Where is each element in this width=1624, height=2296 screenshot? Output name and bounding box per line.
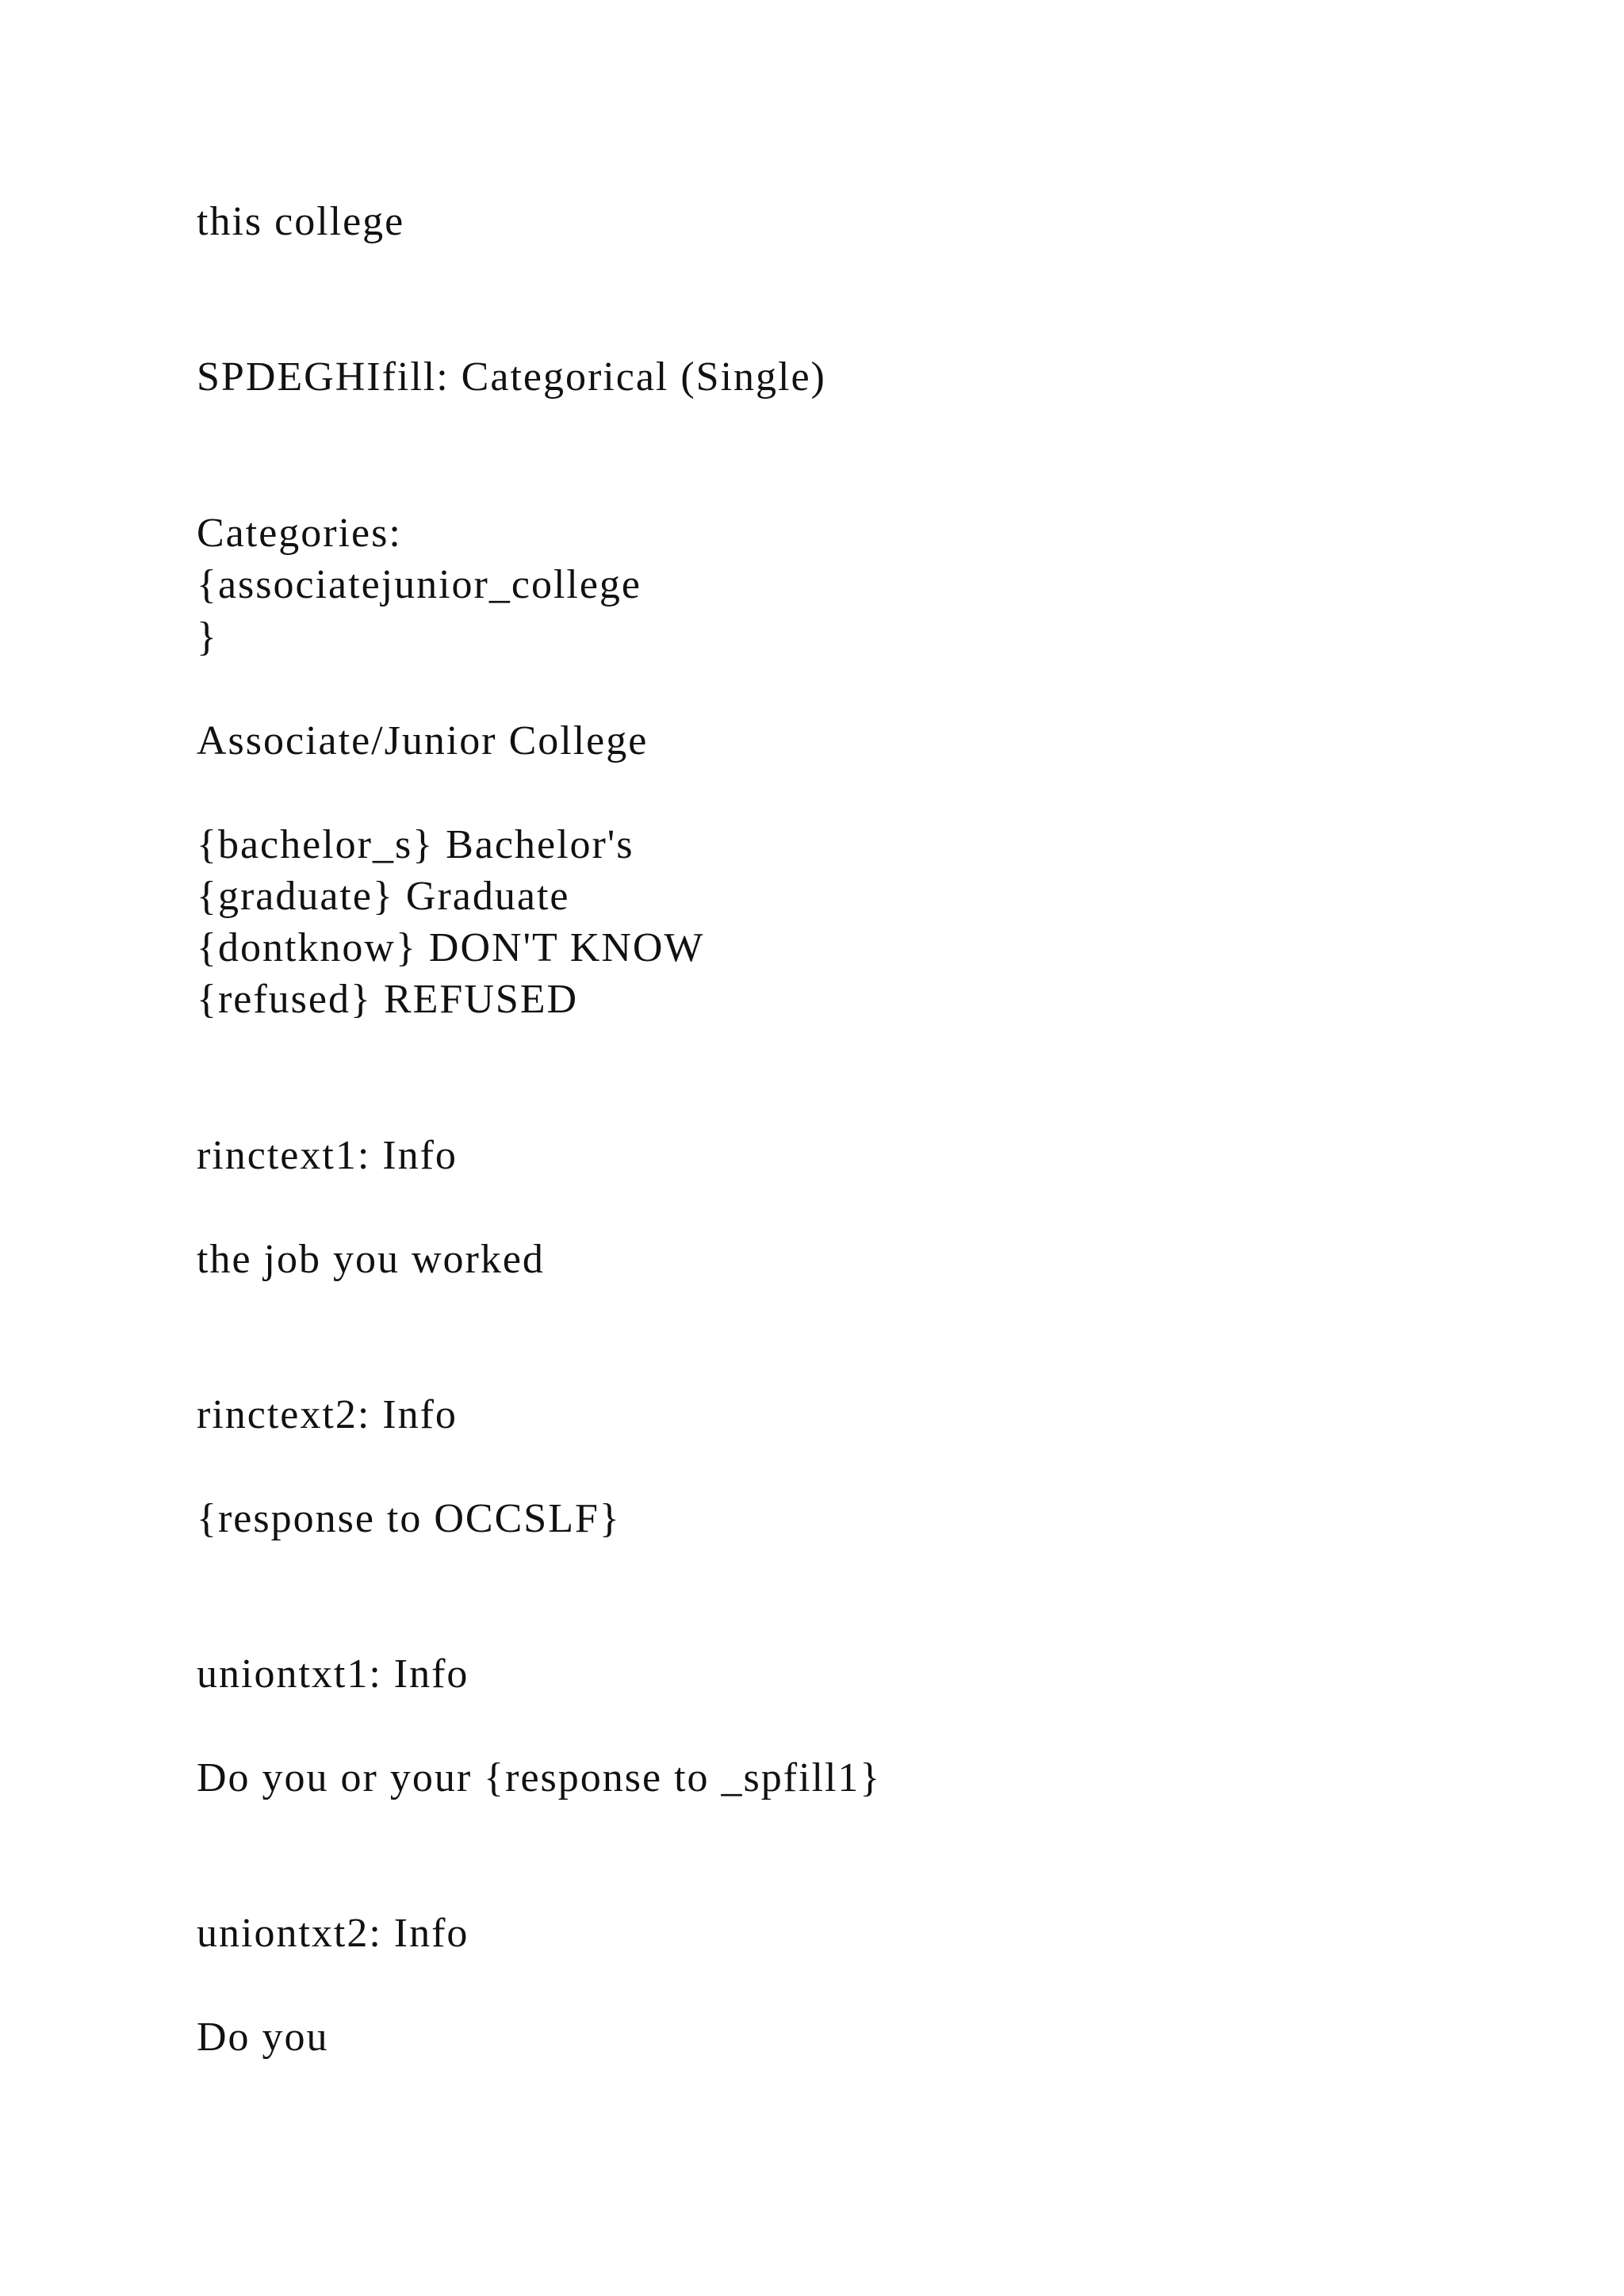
uniontxt2-text: Do you bbox=[197, 2015, 329, 2060]
uniontxt1-text: Do you or your {response to _spfill1} bbox=[197, 1755, 882, 1800]
category-option-bachelors: {bachelor_s} Bachelor's bbox=[197, 822, 634, 867]
rinctext2-text: {response to OCCSLF} bbox=[197, 1496, 621, 1541]
rinctext1-header: rinctext1: Info bbox=[197, 1133, 458, 1178]
rinctext2-header: rinctext2: Info bbox=[197, 1392, 458, 1437]
rinctext1-text: the job you worked bbox=[197, 1237, 545, 1282]
category-code-close: } bbox=[197, 614, 218, 660]
category-option-refused: {refused} REFUSED bbox=[197, 977, 579, 1022]
intro-text: this college bbox=[197, 199, 405, 244]
category-option-graduate: {graduate} Graduate bbox=[197, 874, 570, 919]
category-label-associate: Associate/Junior College bbox=[197, 718, 649, 763]
uniontxt2-header: uniontxt2: Info bbox=[197, 1911, 469, 1956]
category-code-open: {associatejunior_college bbox=[197, 562, 642, 607]
categories-label: Categories: bbox=[197, 511, 402, 556]
uniontxt1-header: uniontxt1: Info bbox=[197, 1651, 469, 1697]
category-option-dontknow: {dontknow} DON'T KNOW bbox=[197, 925, 705, 970]
spdeghifill-header: SPDEGHIfill: Categorical (Single) bbox=[197, 354, 826, 400]
